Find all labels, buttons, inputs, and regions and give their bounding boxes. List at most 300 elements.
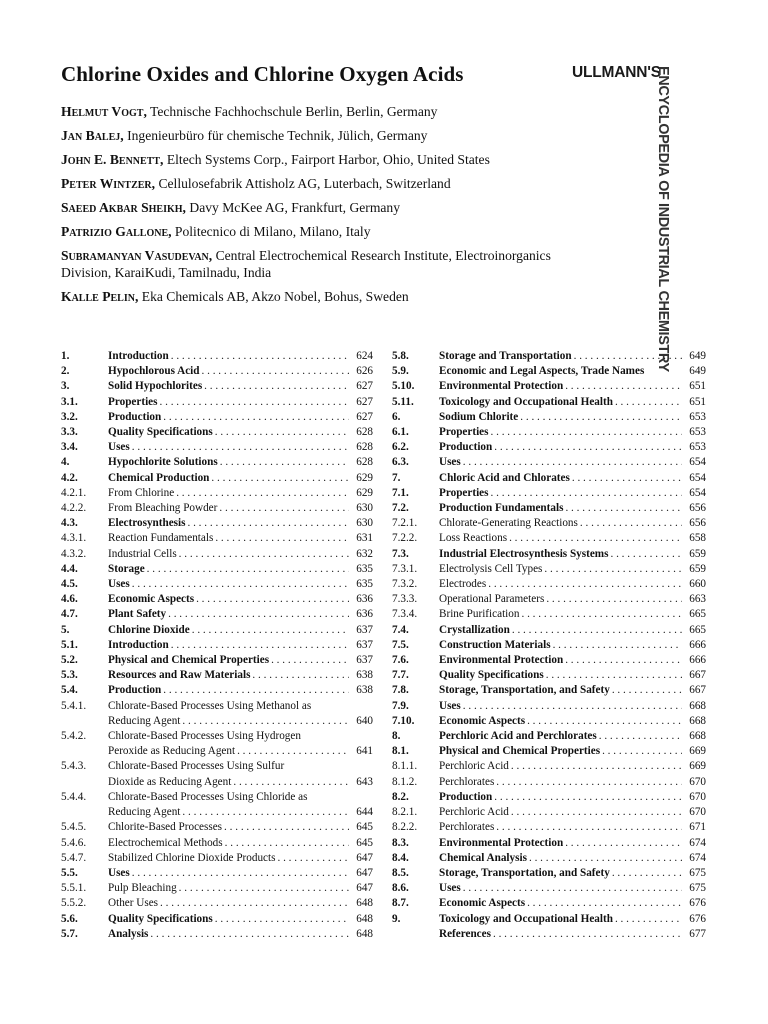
toc-entry[interactable] — [61, 912, 373, 927]
toc-entry-page: 659 — [689, 547, 706, 560]
toc-leader-dots — [250, 668, 349, 683]
toc-entry[interactable] — [61, 531, 373, 546]
toc-entry-number: 5.4.5. — [61, 821, 87, 834]
toc-entry[interactable] — [392, 440, 706, 455]
toc-entry-title: Production — [439, 790, 493, 803]
toc-entry[interactable] — [392, 577, 706, 592]
toc-entry-number: 4.4. — [61, 562, 78, 575]
toc-entry-number: 8.1. — [392, 745, 409, 758]
toc-entry-page: 653 — [689, 426, 706, 439]
toc-leader-dots — [563, 379, 682, 394]
toc-leader-dots — [519, 607, 682, 622]
toc-leader-dots — [213, 425, 349, 440]
toc-entry[interactable] — [61, 699, 373, 714]
toc-entry-text — [439, 486, 682, 501]
toc-entry-page — [349, 790, 373, 805]
toc-leader-dots — [190, 623, 349, 638]
toc-entry[interactable] — [61, 805, 373, 820]
toc-entry[interactable] — [61, 395, 373, 410]
toc-entry-title: From Bleaching Powder — [108, 502, 218, 515]
toc-entry-text — [439, 364, 682, 379]
toc-entry-number: 2. — [61, 365, 70, 378]
toc-entry-page: 653 — [689, 441, 706, 454]
toc-entry-number: 7.9. — [392, 699, 409, 712]
author-name: John E. Bennett, — [61, 152, 164, 167]
toc-entry[interactable] — [392, 516, 706, 531]
toc-entry-title: Chlorate-Based Processes Using Hydrogen — [108, 730, 301, 743]
toc-entry-number: 4.6. — [61, 593, 78, 606]
toc-entry-text — [439, 851, 682, 866]
toc-leader-dots — [180, 714, 349, 729]
toc-entry[interactable] — [61, 349, 373, 364]
toc-leader-dots — [174, 486, 349, 501]
toc-entry-number: 4.5. — [61, 578, 78, 591]
toc-entry-number: 7.3.4. — [392, 608, 418, 621]
toc-entry-text — [108, 744, 349, 759]
toc-entry-title: Storage, Transportation, and Safety — [439, 866, 610, 879]
toc-entry-number: 7.3.2. — [392, 578, 418, 591]
toc-entry-number: 8.3. — [392, 836, 409, 849]
toc-entry-text — [108, 729, 349, 744]
toc-entry-text — [439, 547, 682, 562]
toc-entry-page: 668 — [689, 714, 706, 727]
toc-leader-dots — [217, 501, 349, 516]
toc-entry-page: 674 — [689, 851, 706, 864]
toc-entry-title: Toxicology and Occupational Health — [439, 395, 613, 408]
toc-entry-title: Pulp Bleaching — [108, 882, 177, 895]
toc-entry-page: 641 — [356, 745, 373, 758]
toc-entry-number: 6.3. — [392, 456, 409, 469]
toc-entry-text — [108, 653, 349, 668]
toc-entry[interactable] — [392, 455, 706, 470]
toc-entry-text — [439, 638, 682, 653]
toc-entry[interactable] — [392, 912, 706, 927]
toc-entry-number: 6. — [392, 410, 401, 423]
toc-entry-text — [108, 836, 349, 851]
toc-entry[interactable] — [61, 562, 373, 577]
toc-entry-text — [108, 455, 349, 470]
toc-entry-title: Industrial Cells — [108, 547, 177, 560]
toc-entry[interactable] — [61, 547, 373, 562]
toc-entry[interactable] — [392, 592, 706, 607]
toc-entry[interactable] — [392, 395, 706, 410]
toc-entry-number: 5.1. — [61, 638, 78, 651]
toc-entry-title: Economic Aspects — [439, 714, 526, 727]
toc-entry[interactable] — [392, 349, 706, 364]
toc-entry-title: Plant Safety — [108, 608, 167, 621]
toc-entry[interactable] — [61, 486, 373, 501]
toc-leader-dots — [213, 912, 349, 927]
toc-entry-page: 654 — [689, 486, 706, 499]
author-affiliation: Central Electrochemical Research Institute, Electroinorganics Division, KaraiKudi, Tamilnadu, India — [61, 248, 551, 280]
toc-entry-text — [108, 562, 349, 577]
author-affiliation: Technische Fachhochschule Berlin, Berlin, Germany — [150, 104, 438, 119]
toc-entry-text — [439, 531, 682, 546]
toc-entry[interactable] — [392, 486, 706, 501]
toc-entry-number: 5.4.1. — [61, 699, 87, 712]
toc-entry-number: 5.4.6. — [61, 836, 87, 849]
toc-entry-title: From Chlorine — [108, 486, 175, 499]
toc-entry-page: 676 — [689, 897, 706, 910]
toc-entry[interactable] — [61, 501, 373, 516]
toc-entry-page: 668 — [689, 730, 706, 743]
toc-entry-page: 654 — [689, 471, 706, 484]
toc-leader-dots — [145, 562, 349, 577]
toc-leader-dots — [130, 440, 349, 455]
toc-entry[interactable] — [61, 744, 373, 759]
toc-entry[interactable] — [392, 714, 706, 729]
toc-entry-number: 5.3. — [61, 669, 78, 682]
toc-entry-text — [108, 379, 349, 394]
toc-entry[interactable] — [392, 896, 706, 911]
toc-entry[interactable] — [61, 516, 373, 531]
toc-leader-dots — [194, 592, 349, 607]
toc-entry-number: 5.8. — [392, 350, 409, 362]
toc-entry-title: Analysis — [108, 927, 149, 940]
toc-entry-number: 8.2. — [392, 790, 409, 803]
toc-entry[interactable] — [61, 851, 373, 866]
toc-leader-dots — [209, 471, 349, 486]
toc-entry-number: 7.4. — [392, 623, 409, 636]
author-list — [61, 103, 581, 312]
toc-entry-title: Chemical Analysis — [439, 851, 527, 864]
toc-entry-text — [108, 851, 349, 866]
toc-entry-page: 635 — [356, 562, 373, 575]
toc-leader-dots — [130, 577, 349, 592]
author-affiliation: Davy McKee AG, Frankfurt, Germany — [189, 200, 401, 215]
toc-entry-title: Quality Specifications — [439, 669, 544, 682]
toc-entry[interactable] — [392, 775, 706, 790]
toc-entry-title: Operational Parameters — [439, 593, 545, 606]
toc-entry-text — [108, 790, 349, 805]
toc-entry-page: 651 — [689, 395, 706, 408]
toc-entry[interactable] — [61, 379, 373, 394]
toc-entry-page: 671 — [689, 821, 706, 834]
toc-entry-text — [108, 896, 349, 911]
toc-entry-number: 7.8. — [392, 684, 409, 697]
toc-entry-page: 638 — [356, 669, 373, 682]
toc-entry-title: Chlorine Dioxide — [108, 623, 190, 636]
toc-entry-page: 654 — [689, 456, 706, 469]
toc-entry-text — [439, 866, 682, 881]
toc-entry-title: Electrochemical Methods — [108, 836, 223, 849]
toc-entry[interactable] — [392, 638, 706, 653]
toc-entry[interactable] — [392, 927, 706, 942]
toc-leader-dots — [284, 759, 349, 774]
toc-leader-dots — [235, 744, 349, 759]
toc-leader-dots — [177, 547, 349, 562]
toc-entry[interactable] — [61, 881, 373, 896]
toc-leader-dots — [200, 364, 350, 379]
toc-leader-dots — [461, 881, 682, 896]
toc-leader-dots — [544, 668, 682, 683]
toc-entry-text — [108, 683, 349, 698]
toc-entry-title: Dioxide as Reducing Agent — [108, 775, 232, 788]
toc-entry[interactable] — [392, 683, 706, 698]
toc-entry-number: 5.5.1. — [61, 882, 87, 895]
toc-entry-number: 4.2. — [61, 471, 78, 484]
toc-leader-dots — [492, 440, 682, 455]
toc-entry-page: 666 — [689, 638, 706, 651]
toc-entry-title: Economic Aspects — [108, 593, 195, 606]
toc-entry-text — [439, 775, 682, 790]
toc-entry-number: 3.2. — [61, 410, 78, 423]
toc-entry-number: 1. — [61, 350, 70, 362]
toc-leader-dots — [301, 729, 349, 744]
toc-entry-title: Storage — [108, 562, 145, 575]
toc-entry[interactable] — [61, 683, 373, 698]
toc-leader-dots — [158, 395, 350, 410]
toc-entry-text — [439, 516, 682, 531]
toc-entry-page: 637 — [356, 654, 373, 667]
toc-entry-page: 624 — [356, 350, 373, 362]
toc-entry-page: 629 — [356, 471, 373, 484]
toc-entry-text — [108, 805, 349, 820]
toc-entry[interactable] — [61, 836, 373, 851]
toc-entry-text — [108, 759, 349, 774]
toc-entry[interactable] — [61, 425, 373, 440]
toc-entry-title: Uses — [108, 441, 130, 454]
toc-entry[interactable] — [392, 379, 706, 394]
toc-entry-number: 4.3.2. — [61, 547, 87, 560]
toc-entry-page: 635 — [356, 578, 373, 591]
toc-entry[interactable] — [61, 729, 373, 744]
toc-entry[interactable] — [392, 836, 706, 851]
toc-entry[interactable] — [392, 501, 706, 516]
toc-leader-dots — [275, 851, 349, 866]
toc-entry[interactable] — [392, 805, 706, 820]
toc-entry[interactable] — [392, 623, 706, 638]
toc-entry-title: References — [439, 927, 491, 940]
author-name: Kalle Pelin, — [61, 289, 139, 304]
toc-entry-title: Chlorate-Based Processes Using Sulfur — [108, 760, 285, 773]
toc-entry-title: Uses — [108, 578, 130, 591]
toc-entry-text — [439, 668, 682, 683]
toc-entry-page: 628 — [356, 441, 373, 454]
toc-entry-title: Production Fundamentals — [439, 502, 564, 515]
toc-entry[interactable] — [392, 668, 706, 683]
toc-entry-title: Environmental Protection — [439, 836, 564, 849]
toc-entry-number: 9. — [392, 912, 401, 925]
toc-entry-page: 647 — [356, 882, 373, 895]
toc-entry-title: Production — [108, 410, 162, 423]
toc-leader-dots — [507, 531, 682, 546]
toc-entry[interactable] — [61, 364, 373, 379]
toc-entry-title: Storage, Transportation, and Safety — [439, 684, 610, 697]
toc-entry[interactable] — [61, 607, 373, 622]
toc-entry-title: Industrial Electrosynthesis Systems — [439, 547, 609, 560]
toc-leader-dots — [492, 790, 682, 805]
toc-entry-text — [439, 425, 682, 440]
toc-leader-dots — [518, 410, 682, 425]
toc-leader-dots — [169, 638, 349, 653]
toc-leader-dots — [610, 683, 682, 698]
toc-entry-number: 8.6. — [392, 882, 409, 895]
toc-entry-page: 627 — [356, 380, 373, 393]
toc-entry-page: 630 — [356, 517, 373, 530]
toc-entry-text — [439, 577, 682, 592]
toc-leader-dots — [551, 638, 682, 653]
toc-entry-text — [439, 790, 682, 805]
toc-entry[interactable] — [61, 638, 373, 653]
toc-leader-dots — [608, 547, 682, 562]
toc-entry[interactable] — [61, 592, 373, 607]
toc-entry-text — [108, 471, 349, 486]
toc-entry[interactable] — [61, 775, 373, 790]
toc-entry-page: 626 — [356, 365, 373, 378]
toc-entry-number: 5.4.4. — [61, 790, 87, 803]
logo-main-text: ULLMANN'S — [572, 64, 661, 81]
toc-entry[interactable] — [61, 455, 373, 470]
toc-leader-dots — [613, 912, 682, 927]
toc-entry[interactable] — [61, 866, 373, 881]
toc-leader-dots — [161, 410, 349, 425]
toc-entry-number: 3.3. — [61, 426, 78, 439]
author-name: Jan Balej, — [61, 128, 124, 143]
toc-entry[interactable] — [392, 866, 706, 881]
toc-leader-dots — [494, 775, 682, 790]
logo-vertical-text — [656, 66, 670, 372]
toc-entry-title: Reducing Agent — [108, 714, 181, 727]
toc-entry-text — [439, 729, 682, 744]
toc-entry-title: Chlorate-Based Processes Using Chloride as — [108, 790, 308, 803]
toc-entry[interactable] — [61, 440, 373, 455]
toc-entry[interactable] — [392, 607, 706, 622]
toc-leader-dots — [269, 653, 349, 668]
toc-entry[interactable] — [61, 927, 373, 942]
toc-entry[interactable] — [61, 410, 373, 425]
toc-entry-number: 4.2.1. — [61, 486, 87, 499]
toc-entry-number — [392, 927, 439, 942]
toc-entry-text — [439, 896, 682, 911]
toc-entry-text — [439, 699, 682, 714]
toc-entry[interactable] — [61, 577, 373, 592]
toc-entry[interactable] — [392, 851, 706, 866]
toc-entry-number: 7.2.2. — [392, 532, 418, 545]
toc-entry[interactable] — [392, 699, 706, 714]
toc-entry-title: Properties — [108, 395, 158, 408]
toc-entry-number: 5.5. — [61, 866, 78, 879]
toc-entry[interactable] — [392, 425, 706, 440]
toc-entry-text — [108, 668, 349, 683]
toc-entry-page: 669 — [689, 760, 706, 773]
toc-entry-number: 6.1. — [392, 426, 409, 439]
toc-entry-number: 5.4. — [61, 684, 78, 697]
toc-entry[interactable] — [392, 653, 706, 668]
toc-entry-number: 7.6. — [392, 654, 409, 667]
toc-entry-page: 648 — [356, 897, 373, 910]
toc-entry[interactable] — [61, 714, 373, 729]
toc-entry[interactable] — [61, 759, 373, 774]
toc-entry-page: 627 — [356, 395, 373, 408]
toc-entry-page: 674 — [689, 836, 706, 849]
toc-entry-text — [439, 562, 682, 577]
toc-leader-dots — [491, 927, 682, 942]
toc-entry-number: 8.1.2. — [392, 775, 418, 788]
toc-entry-text — [108, 912, 349, 927]
toc-entry-number: 5.9. — [392, 365, 409, 378]
toc-entry[interactable] — [392, 790, 706, 805]
toc-entry[interactable] — [61, 653, 373, 668]
toc-entry-number: 6.2. — [392, 441, 409, 454]
toc-entry-text — [108, 410, 349, 425]
toc-entry[interactable] — [392, 531, 706, 546]
logo-vertical-line: OF INDUSTRIAL — [655, 180, 671, 287]
toc-entry-text — [439, 912, 682, 927]
toc-entry-text — [439, 714, 682, 729]
toc-entry-text — [439, 820, 682, 835]
toc-leader-dots — [158, 896, 349, 911]
toc-leader-dots — [185, 516, 349, 531]
toc-left-column — [61, 349, 373, 942]
toc-entry[interactable] — [392, 547, 706, 562]
toc-entry[interactable] — [61, 623, 373, 638]
toc-entry[interactable] — [392, 729, 706, 744]
toc-entry-title: Other Uses — [108, 897, 159, 910]
toc-entry-number: 5.4.7. — [61, 851, 87, 864]
toc-leader-dots — [527, 851, 682, 866]
toc-entry[interactable] — [61, 668, 373, 683]
toc-entry[interactable] — [61, 790, 373, 805]
toc-entry-title: Chemical Production — [108, 471, 210, 484]
toc-entry[interactable] — [61, 896, 373, 911]
toc-entry-title: Perchloric Acid — [439, 806, 509, 819]
toc-entry-title: Economic and Legal Aspects, Trade Names — [439, 365, 645, 378]
toc-entry-number: 8.2.1. — [392, 806, 418, 819]
toc-entry-title: Uses — [439, 699, 461, 712]
toc-entry-title: Reducing Agent — [108, 806, 181, 819]
toc-entry[interactable] — [392, 744, 706, 759]
toc-entry-text — [439, 836, 682, 851]
toc-entry-title: Construction Materials — [439, 638, 551, 651]
toc-entry[interactable] — [61, 820, 373, 835]
toc-entry-text — [108, 881, 349, 896]
toc-entry[interactable] — [392, 759, 706, 774]
toc-entry-title: Peroxide as Reducing Agent — [108, 745, 236, 758]
toc-entry-page: 631 — [356, 532, 373, 545]
toc-entry[interactable] — [392, 410, 706, 425]
toc-entry-page: 670 — [689, 790, 706, 803]
toc-entry-page: 653 — [689, 410, 706, 423]
toc-entry-page: 649 — [689, 365, 706, 378]
toc-leader-dots — [307, 790, 349, 805]
toc-leader-dots — [570, 471, 682, 486]
toc-entry-number: 7.7. — [392, 669, 409, 682]
toc-entry-title: Uses — [108, 866, 130, 879]
toc-right-column — [392, 349, 706, 942]
toc-entry-page — [349, 729, 373, 744]
toc-leader-dots — [509, 805, 682, 820]
toc-entry[interactable] — [392, 364, 706, 379]
toc-entry[interactable] — [392, 820, 706, 835]
toc-entry-number: 8.1.1. — [392, 760, 418, 773]
toc-entry[interactable] — [392, 562, 706, 577]
toc-leader-dots — [222, 820, 349, 835]
toc-entry-title: Perchloric Acid and Perchlorates — [439, 730, 597, 743]
toc-entry[interactable] — [392, 471, 706, 486]
toc-entry[interactable] — [392, 881, 706, 896]
toc-entry[interactable] — [61, 471, 373, 486]
toc-entry-text — [108, 820, 349, 835]
toc-entry-page: 649 — [689, 350, 706, 362]
toc-entry-page: 627 — [356, 410, 373, 423]
toc-entry-page: 648 — [356, 927, 373, 940]
toc-entry-text — [439, 744, 682, 759]
toc-entry-text — [439, 805, 682, 820]
toc-entry-text — [108, 638, 349, 653]
author-entry — [61, 247, 581, 281]
toc-entry-text — [108, 607, 349, 622]
